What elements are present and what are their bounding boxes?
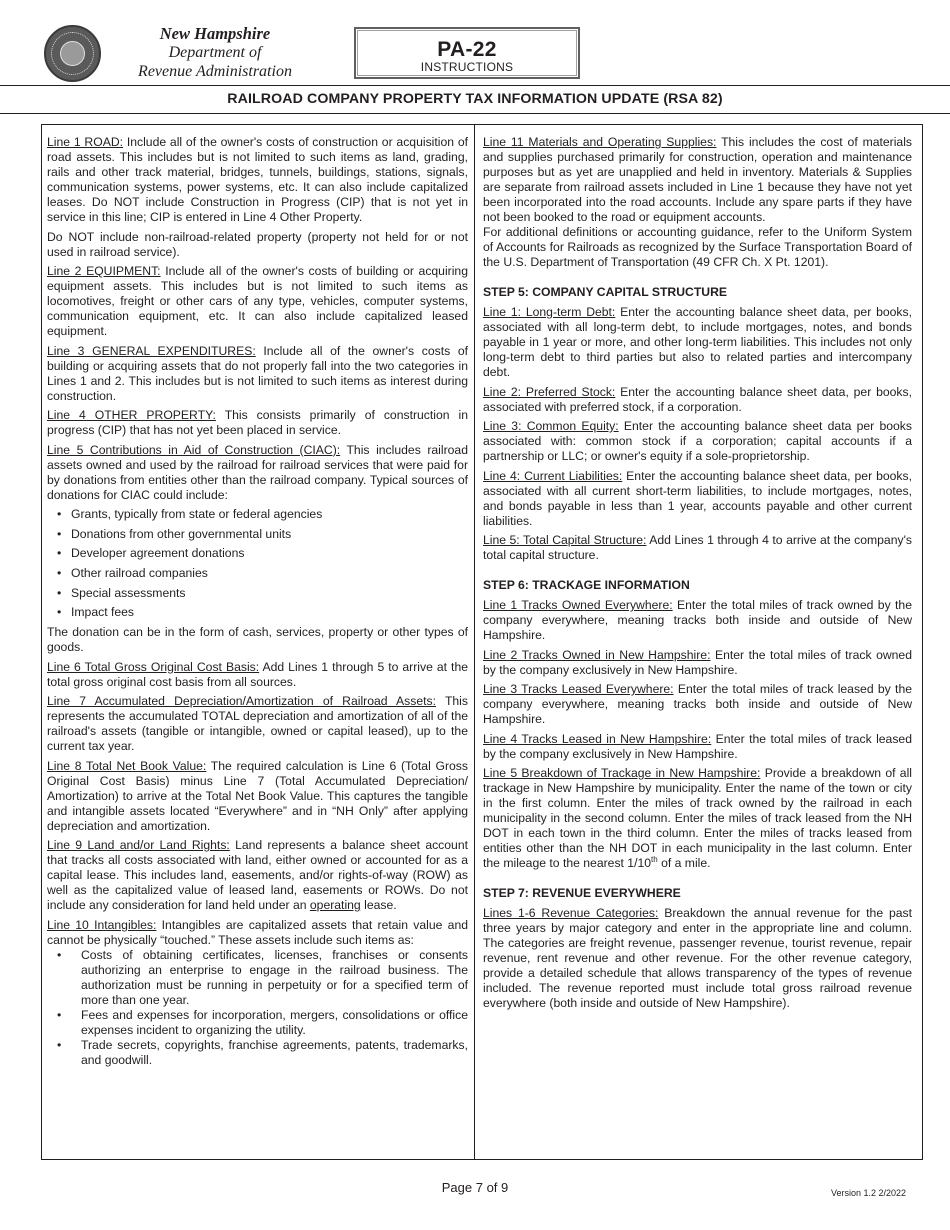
line8-label: Line 8 Total Net Book Value: xyxy=(47,758,207,773)
line9-operating: operating xyxy=(309,898,361,913)
donation-note: The donation can be in the form of cash, services, property or other types of goods. xyxy=(47,625,468,655)
s6-line3 xyxy=(483,682,912,727)
list-item: • Impact fees xyxy=(47,605,468,620)
list-item: • Trade secrets, copyrights, franchise agreements, patents, trademarks, and goodwill. xyxy=(47,1038,468,1068)
line3-text: Include all of the owner's costs of building or acquiring assets that do not properly fall into the two categories in Lines 1 and 2. This includes but is not limited to such items as interest during construction. xyxy=(47,343,468,403)
line9-text: Land represents a balance sheet account that tracks all costs associated with land, either owned or accounted for as a capital lease. This includes land, easements, and/or rights-of-way (ROW) as well as the capitalized value of leased land, easements or ROWs. Do not include any consideration for land held under an xyxy=(47,838,469,913)
line7-text: This represents the accumulated TOTAL depreciation and amortization of all of the railroad's assets (tangible or intangible, owned or capital leased), up to the current tax year. xyxy=(47,694,468,754)
line1-road xyxy=(47,135,468,225)
line9-label: Line 9 Land and/or Land Rights: xyxy=(47,838,230,853)
state-name: New Hampshire xyxy=(159,24,271,43)
line5-label: Line 5 Contributions in Aid of Construction (CIAC): xyxy=(47,442,341,457)
step5-heading: STEP 5: COMPANY CAPITAL STRUCTURE xyxy=(483,285,727,299)
line9-land xyxy=(47,838,468,913)
line8-text: The required calculation is Line 6 (Total Gross Original Cost Basis) minus Line 7 (Total Accumulated Depreciation/ Amortization) to arrive at the Total Net Book Value. This captures the tangible and intangible assets located “Everywhere” and in “NH Only” after applying depreciation and amortization. xyxy=(47,758,468,833)
form-id: PA-22 xyxy=(437,38,497,61)
s6-line2 xyxy=(483,648,912,678)
header-rule-bottom xyxy=(0,113,950,114)
line2-label: Line 2 EQUIPMENT: xyxy=(47,264,161,278)
line1-label: Line 1 ROAD: xyxy=(47,135,124,149)
s5-line5-text: Add Lines 1 through 4 to arrive at the company's total capital structure. xyxy=(483,533,912,562)
s6-line5-text: Provide a breakdown of all trackage in New Hampshire by municipality. Enter the name of the town or city in the first column. Enter the miles of track owned by the railroad in each municipality in the second column. Enter the miles of track leased from the NH DOT in each town in the third column. Enter the miles of tracks leased from entities other than the NH DOT in each municipality in the last column. Enter the mileage to the nearest 1/10 xyxy=(483,766,912,870)
line6-gross-cost xyxy=(47,660,468,690)
s5-line5-label: Line 5: Total Capital Structure: xyxy=(483,533,647,547)
document-title: RAILROAD COMPANY PROPERTY TAX INFORMATION UPDATE (RSA 82) xyxy=(227,91,723,107)
intangibles-list xyxy=(47,948,468,1068)
list-item: • Developer agreement donations xyxy=(47,546,468,561)
line10-label: Line 10 Intangibles: xyxy=(47,917,157,932)
line10-text: Intangibles are capitalized assets that retain value and cannot be physically “touched.” These assets include such items as: xyxy=(47,917,468,947)
s6-line2-label: Line 2 Tracks Owned in New Hampshire: xyxy=(483,647,711,662)
s5-line3-text: Enter the accounting balance sheet data per books associated with: common stock if a corporation; capital accounts if a partnership or LLC; or owner's equity if a sole-proprietorship. xyxy=(483,419,912,463)
line4-other-property xyxy=(47,408,468,438)
line7-depreciation xyxy=(47,694,468,754)
list-item: • Other railroad companies xyxy=(47,566,468,581)
line9-end: lease. xyxy=(360,898,397,913)
s6-line5-sup: th xyxy=(651,854,658,864)
s6-line4 xyxy=(483,732,912,762)
line6-label: Line 6 Total Gross Original Cost Basis: xyxy=(47,659,260,674)
s6-line3-text: Enter the total miles of track leased by the company everywhere, meaning tracks both inside and outside of New Hampshire. xyxy=(483,682,912,726)
dept-line-2: Revenue Administration xyxy=(138,63,292,80)
s6-line5-label: Line 5 Breakdown of Trackage in New Hampshire: xyxy=(483,766,761,780)
line8-net-book-value xyxy=(47,759,468,834)
s6-line1-text: Enter the total miles of track owned by the company everywhere, meaning tracks both inside and outside of New Hampshire. xyxy=(483,598,912,642)
list-item: • Special assessments xyxy=(47,586,468,601)
line11-text: This includes the cost of materials and supplies purchased primarily for construction, operation and maintenance purposes but as yet are unapplied and held in inventory. Materials & Supplies are separate from railroad assets included in Line 1 because they have not yet been incorporated into the road accounts. Include any spare parts if they have not been booked to the road or equipment accounts. xyxy=(483,135,913,224)
line4-text: This consists primarily of construction in progress (CIP) that has not yet been placed in service. xyxy=(47,408,468,437)
s5-line2-text: Enter the accounting balance sheet data, per books, associated with preferred stock, if a corporation. xyxy=(483,384,912,414)
list-item: • Donations from other governmental units xyxy=(47,527,468,542)
s6-line4-text: Enter the total miles of track leased by the company exclusively in New Hampshire. xyxy=(483,731,912,761)
line5-text: This includes railroad assets owned and used by the railroad for railroad services that were paid for by donations from entities other than the railroad company. Typical sources of donations for CIAC could include: xyxy=(47,442,468,502)
s5-line1-text: Enter the accounting balance sheet data, per books, associated with all long-term debt, to include mortgages, notes, and bonds payable in 1 year or more, and other long-term liabilities. This includes not only long-term debt to third parties but also to related parties and intercompany debt. xyxy=(483,305,912,379)
s6-line5 xyxy=(483,766,912,871)
s5-line1-label: Line 1: Long-term Debt: xyxy=(483,305,616,319)
s6-line1-label: Line 1 Tracks Owned Everywhere: xyxy=(483,598,673,612)
list-item: • Costs of obtaining certificates, licenses, franchises or consents authorizing an enterprise to engage in the railroad business. The authorization must be running in perpetuity or for a specified term of more than one year. xyxy=(47,948,468,1008)
s5-line2 xyxy=(483,385,912,415)
line1-text: Include all of the owner's costs of construction or acquisition of road assets. This includes but is not limited to such items as land, grading, rails and other track material, bridges, tunnels, buildings, stations, signals, communication systems, power systems, etc. It can also include capitalized leases. Do NOT include Construction in Progress (CIP) that is not yet in service in this line; CIP is entered in Line 4 Other Property. xyxy=(47,135,468,224)
line11-label: Line 11 Materials and Operating Supplies: xyxy=(483,135,717,149)
s5-line1 xyxy=(483,305,912,380)
s5-line4 xyxy=(483,469,912,529)
s6-line1 xyxy=(483,598,912,643)
page-number: Page 7 of 9 xyxy=(441,1180,509,1195)
line11-materials xyxy=(483,135,912,225)
right-column xyxy=(483,135,912,1016)
nh-state-seal-logo xyxy=(44,25,101,82)
form-id-box xyxy=(354,27,580,79)
s5-line3 xyxy=(483,419,912,464)
s5-line4-label: Line 4: Current Liabilities: xyxy=(483,468,623,483)
s7-text: Breakdown the annual revenue for the past three years by major category and enter in the appropriate line and column. The categories are freight revenue, passenger revenue, tourist revenue, repair revenue, rent revenue and other revenue. For the other revenue category, provide a detailed schedule that allows transparency of the types of revenue included. The revenue reported must include total gross railroad revenue everywhere (both inside and outside of New Hampshire). xyxy=(483,906,912,1010)
line2-equipment xyxy=(47,264,468,339)
step6-heading: STEP 6: TRACKAGE INFORMATION xyxy=(483,578,690,592)
step7-heading: STEP 7: REVENUE EVERYWHERE xyxy=(483,886,681,900)
s6-line4-label: Line 4 Tracks Leased in New Hampshire: xyxy=(483,731,712,746)
line5-ciac xyxy=(47,443,468,503)
line3-general-expenditures xyxy=(47,344,468,404)
ciac-sources-list xyxy=(47,507,468,620)
s5-line3-label: Line 3: Common Equity: xyxy=(483,419,619,433)
s5-line5 xyxy=(483,533,912,563)
line10-intangibles xyxy=(47,918,468,948)
dept-line-1: Department of xyxy=(168,44,262,61)
line3-label: Line 3 GENERAL EXPENDITURES: xyxy=(47,343,256,358)
s7-label: Lines 1-6 Revenue Categories: xyxy=(483,906,659,920)
line11-note: For additional definitions or accounting guidance, refer to the Uniform System of Accounts for Railroads as recognized by the Surface Transportation Board of the U.S. Department of Transportation (49 CFR Ch. X Pt. 1201). xyxy=(483,225,912,269)
header-rule-top xyxy=(0,85,950,86)
left-column xyxy=(47,135,468,1068)
line2-text: Include all of the owner's costs of building or acquiring equipment assets. This includes but is not limited to such items as locomotives, freight or other cars of any type, vehicles, computer systems, communication equipment, etc. It can also include capitalized leased equipment. xyxy=(47,264,468,338)
line4-label: Line 4 OTHER PROPERTY: xyxy=(47,408,216,422)
s5-line2-label: Line 2: Preferred Stock: xyxy=(483,384,616,399)
list-item: • Grants, typically from state or federal agencies xyxy=(47,507,468,522)
version-label: Version 1.2 2/2022 xyxy=(831,1188,907,1198)
s5-line4-text: Enter the accounting balance sheet data, per books, associated with all current short-term liabilities, to include mortgages, notes, and bonds payable in less than 1 year, accounts payable and other current liabilities. xyxy=(483,468,912,528)
list-item: • Fees and expenses for incorporation, mergers, consolidations or office expenses incident to organizing the utility. xyxy=(47,1008,468,1038)
line6-text: Add Lines 1 through 5 to arrive at the total gross original cost basis from all sources. xyxy=(47,659,468,689)
form-subtitle: INSTRUCTIONS xyxy=(420,60,514,74)
department-name xyxy=(115,24,315,81)
line7-label: Line 7 Accumulated Depreciation/Amortization of Railroad Assets: xyxy=(47,694,436,709)
column-divider xyxy=(474,124,475,1160)
s6-line5-end: of a mile. xyxy=(657,856,711,870)
s7-revenue xyxy=(483,906,912,1011)
line1-note: Do NOT include non-railroad-related property (property not held for or not used in railroad service). xyxy=(47,229,468,259)
s6-line3-label: Line 3 Tracks Leased Everywhere: xyxy=(483,682,674,696)
s6-line2-text: Enter the total miles of track owned by the company exclusively in New Hampshire. xyxy=(483,647,912,677)
